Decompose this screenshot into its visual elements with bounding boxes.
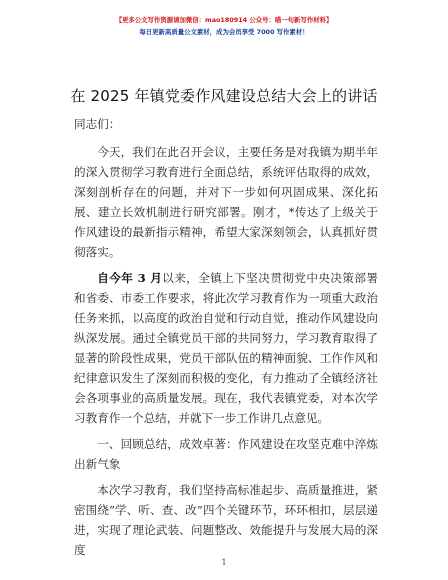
paragraph-2 bbox=[74, 268, 378, 428]
paragraph-3 bbox=[74, 480, 378, 560]
document-body bbox=[74, 114, 378, 560]
section-heading-1-text: 一、回顾总结，成效卓著：作风建设在攻坚克难中淬炼出新气象 bbox=[74, 437, 378, 471]
page-number: 1 bbox=[221, 558, 227, 567]
section-heading-1 bbox=[74, 434, 378, 474]
banner-line-1: 【更多公文写作资源请加微信：mao180914 公众号：喵一句新写作材料】 bbox=[115, 16, 333, 24]
paragraph-1 bbox=[74, 142, 378, 262]
header-banner bbox=[0, 14, 448, 38]
paragraph-2-text: 以来，全镇上下坚决贯彻党中央决策部署和省委、市委工作要求，将此次学习教育作为一项重大政治任务来抓，以高度的政治自觉和行动自觉，推动作风建设向纵深发展。通过全镇党员干部的共同努力，学习教育取得了显著的阶段性成果，党员干部队伍的精神面貌、工作作风和纪律意识发生了深刻而积极的变化，有力推动了全镇经济社会各项事业的高质量发展。现在，我代表镇党委，对本次学习教育作一个总结，并就下一步工作讲几点意见。 bbox=[74, 271, 378, 425]
paragraph-2-lead: 自今年 3 月 bbox=[97, 271, 163, 285]
banner-line-2: 每日更新高质量公文素材，成为会员享受 7000 写作素材！ bbox=[139, 28, 309, 36]
paragraph-3-text: 本次学习教育，我们坚持高标准起步、高质量推进，紧密围绕“学、听、查、改”四个关键环节，环环相扣，层层递进，实现了理论武装、问题整改、效能提升与发展大局的深度 bbox=[74, 483, 378, 557]
document-title: 在 2025 年镇党委作风建设总结大会上的讲话 bbox=[70, 87, 378, 105]
greeting: 同志们： bbox=[74, 117, 121, 131]
paragraph-1-text: 今天，我们在此召开会议，主要任务是对我镇为期半年的深入贯彻学习教育进行全面总结，系统评估取得的成效，深刻剖析存在的问题，并对下一步如何巩固成果、深化拓展、建立长效机制进行研究部署。刚才，*传达了上级关于作风建设的最新指示精神，希望大家深刻领会，认真抓好贯彻落实。 bbox=[74, 145, 378, 259]
